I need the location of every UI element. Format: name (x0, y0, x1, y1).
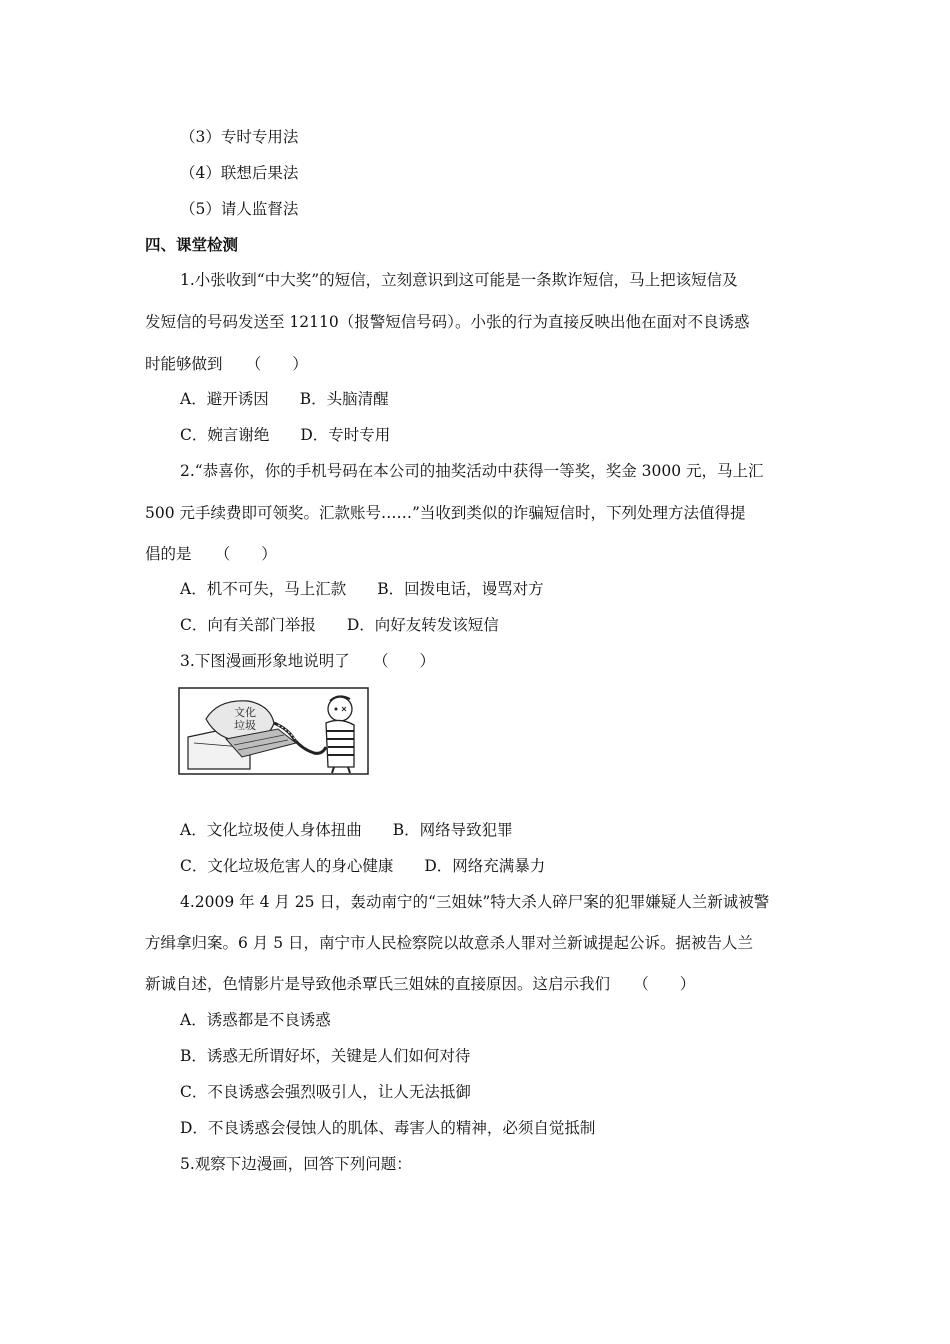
question-1-option: A．避开诱因 B．头脑清醒 (180, 390, 389, 408)
cartoon-label: 垃圾 (234, 719, 256, 732)
question-4-option: C．不良诱惑会强烈吸引人，让人无法抵御 (180, 1083, 471, 1101)
method-item: （4）联想后果法 (180, 164, 299, 182)
question-3-option: A．文化垃圾使人身体扭曲 B．网络导致犯罪 (180, 821, 513, 839)
question-2-line: 500 元手续费即可领奖。汇款账号……”当收到类似的诈骗短信时，下列处理方法值得提 (145, 504, 746, 522)
question-4-option: B．诱惑无所谓好坏，关键是人们如何对待 (180, 1047, 471, 1065)
cartoon-figure (178, 687, 370, 775)
question-4-line: 方缉拿归案。6 月 5 日，南宁市人民检察院以故意杀人罪对兰新诚提起公诉。据被告人兰 (145, 934, 754, 952)
question-4-line: 新诚自述，色情影片是导致他杀覃氏三姐妹的直接原因。这启示我们 （ ） (145, 975, 696, 993)
cartoon-label: 文化 (234, 706, 256, 719)
question-4-line: 4.2009 年 4 月 25 日，轰动南宁的“三姐妹”特大杀人碎尸案的犯罪嫌疑人兰新诚被警 (180, 893, 770, 911)
question-5-line: 5.观察下边漫画，回答下列问题： (180, 1155, 412, 1173)
question-1-option: C．婉言谢绝 D．专时专用 (180, 426, 391, 444)
question-2-line: 倡的是 （ ） (145, 545, 277, 563)
question-4-option: D．不良诱惑会侵蚀人的肌体、毒害人的精神，必须自觉抵制 (180, 1119, 596, 1137)
question-2-option: C．向有关部门举报 D．向好友转发该短信 (180, 616, 499, 634)
question-3-line: 3.下图漫画形象地说明了 （ ） (180, 652, 436, 670)
question-3-option: C．文化垃圾危害人的身心健康 D．网络充满暴力 (180, 857, 546, 875)
method-item: （5）请人监督法 (180, 200, 299, 218)
method-item: （3）专时专用法 (180, 128, 299, 146)
question-4-option: A．诱惑都是不良诱惑 (180, 1011, 331, 1029)
question-2-line: 2.“恭喜你，你的手机号码在本公司的抽奖活动中获得一等奖，奖金 3000 元，马上汇 (180, 462, 764, 480)
question-1-line: 时能够做到 （ ） (145, 355, 308, 373)
question-2-option: A．机不可失，马上汇款 B．回拨电话，谩骂对方 (180, 580, 544, 598)
question-1-line: 1.小张收到“中大奖”的短信，立刻意识到这可能是一条欺诈短信，马上把该短信及 (180, 271, 738, 289)
question-1-line: 发短信的号码发送至 12110（报警短信号码）。小张的行为直接反映出他在面对不良诱惑 (145, 313, 750, 331)
section-heading: 四、课堂检测 (145, 236, 239, 254)
